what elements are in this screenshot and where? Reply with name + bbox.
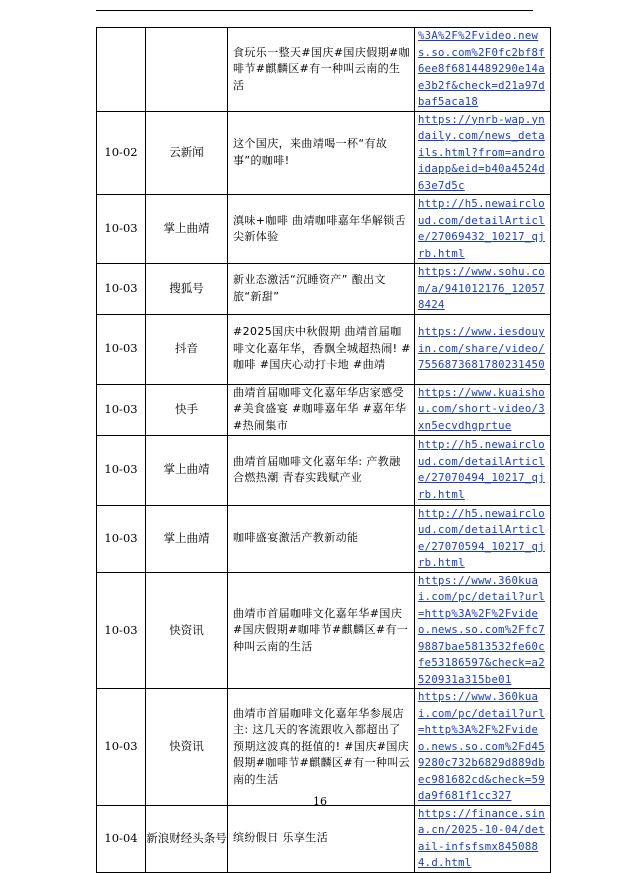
title-cell: 缤纷假日 乐享生活 [228,805,415,872]
source-cell: 搜狐号 [146,264,228,315]
table-row [97,195,551,264]
source-cell [146,28,228,112]
table-row [97,572,551,689]
source-cell: 云新闻 [146,111,228,195]
date-cell [97,28,146,112]
date-cell: 10-03 [97,689,146,806]
article-link[interactable]: https://www.360kuai.com/pc/detail?url=http%3A%2F%2Fvideo.news.so.com%2Ffc79887bae5813532fe60cfe53186597&check=a2520931a315be01 [418,574,545,686]
title-cell: 曲靖首届咖啡文化嘉年华: 产教融合燃热潮 青春实践赋产业 [228,435,415,505]
article-link[interactable]: https://www.kuaishou.com/short-video/3xn5ecvdhgprtue [418,386,545,432]
link-cell [415,195,551,264]
article-link[interactable]: https://finance.sina.cn/2025-10-04/detail-infsfsmx8450884.d.html [418,807,545,869]
date-cell: 10-03 [97,314,146,384]
source-cell: 抖音 [146,314,228,384]
title-cell: 新业态激活“沉睡资产” 酿出文旅“新甜” [228,264,415,315]
table-row [97,111,551,195]
article-link[interactable]: %3A%2F%2Fvideo.news.so.com%2F0fc2bf8f6ee8f6814489290e14ae3b2f&check=d21a97dbaf5aca18 [418,30,545,108]
header-rule [96,10,533,11]
table-row [97,384,551,435]
table-row [97,264,551,315]
title-cell: 滇味+咖啡 曲靖咖啡嘉年华解锁舌尖新体验 [228,195,415,264]
link-cell [415,689,551,806]
article-link[interactable]: https://ynrb-wap.yndaily.com/news_details.html?from=androidapp&eid=b40a4524d63e7d5c [418,113,545,192]
date-cell: 10-03 [97,384,146,435]
source-cell: 新浪财经头条号 [146,805,228,872]
page-number: 16 [313,795,327,808]
article-link[interactable]: http://h5.newaircloud.com/detailArticle/27070494_10217_qjrb.html [418,439,545,501]
table-row [97,435,551,505]
date-cell: 10-02 [97,111,146,195]
source-cell: 掌上曲靖 [146,435,228,505]
link-cell [415,264,551,315]
link-cell [415,111,551,195]
title-cell: #2025国庆中秋假期 曲靖首届咖啡文化嘉年华，香飘全城超热闹! #咖啡 #国庆心动打卡地 #曲靖 [228,314,415,384]
title-cell: 曲靖市首届咖啡文化嘉年华#国庆#国庆假期#咖啡节#麒麟区#有一种叫云南的生活 [228,572,415,689]
link-cell [415,435,551,505]
article-link[interactable]: https://www.sohu.com/a/941012176_120578424 [418,266,545,311]
date-cell: 10-04 [97,805,146,872]
link-cell [415,384,551,435]
source-cell: 掌上曲靖 [146,195,228,264]
table-row [97,689,551,806]
title-cell: 咖啡盛宴激活产教新动能 [228,505,415,572]
table-row [97,505,551,572]
date-cell: 10-03 [97,435,146,505]
source-cell: 快手 [146,384,228,435]
date-cell: 10-03 [97,195,146,264]
table-row [97,28,551,112]
date-cell: 10-03 [97,505,146,572]
link-cell [415,314,551,384]
link-cell [415,505,551,572]
date-cell: 10-03 [97,264,146,315]
title-cell: 这个国庆，来曲靖喝一杯“有故事”的咖啡! [228,111,415,195]
news-records-table [96,27,551,873]
date-cell: 10-03 [97,572,146,689]
table-row [97,314,551,384]
source-cell: 快资讯 [146,689,228,806]
article-link[interactable]: https://www.iesdouyin.com/share/video/7556873681780231450 [418,326,545,372]
table-row [97,805,551,872]
link-cell [415,805,551,872]
title-cell: 曲靖首届咖啡文化嘉年华店家感受 #美食盛宴 #咖啡嘉年华 #嘉年华 #热闹集市 [228,384,415,435]
title-cell: 曲靖市首届咖啡文化嘉年华参展店主: 这几天的客流跟收入都超出了预期这波真的挺值的! #国庆#国庆假期#咖啡节#麒麟区#有一种叫云南的生活 [228,689,415,806]
article-link[interactable]: http://h5.newaircloud.com/detailArticle/27069432_10217_qjrb.html [418,198,545,260]
link-cell [415,572,551,689]
link-cell [415,28,551,112]
source-cell: 快资讯 [146,572,228,689]
article-link[interactable]: http://h5.newaircloud.com/detailArticle/27070594_10217_qjrb.html [418,507,545,569]
title-cell: 食玩乐一整天#国庆#国庆假期#咖啡节#麒麟区#有一种叫云南的生活 [228,28,415,112]
article-link[interactable]: https://www.360kuai.com/pc/detail?url=http%3A%2F%2Fvideo.news.so.com%2Fd459280c732b6829d889dbec981682cd&check=59da9f681f1cc327 [418,691,545,802]
source-cell: 掌上曲靖 [146,505,228,572]
